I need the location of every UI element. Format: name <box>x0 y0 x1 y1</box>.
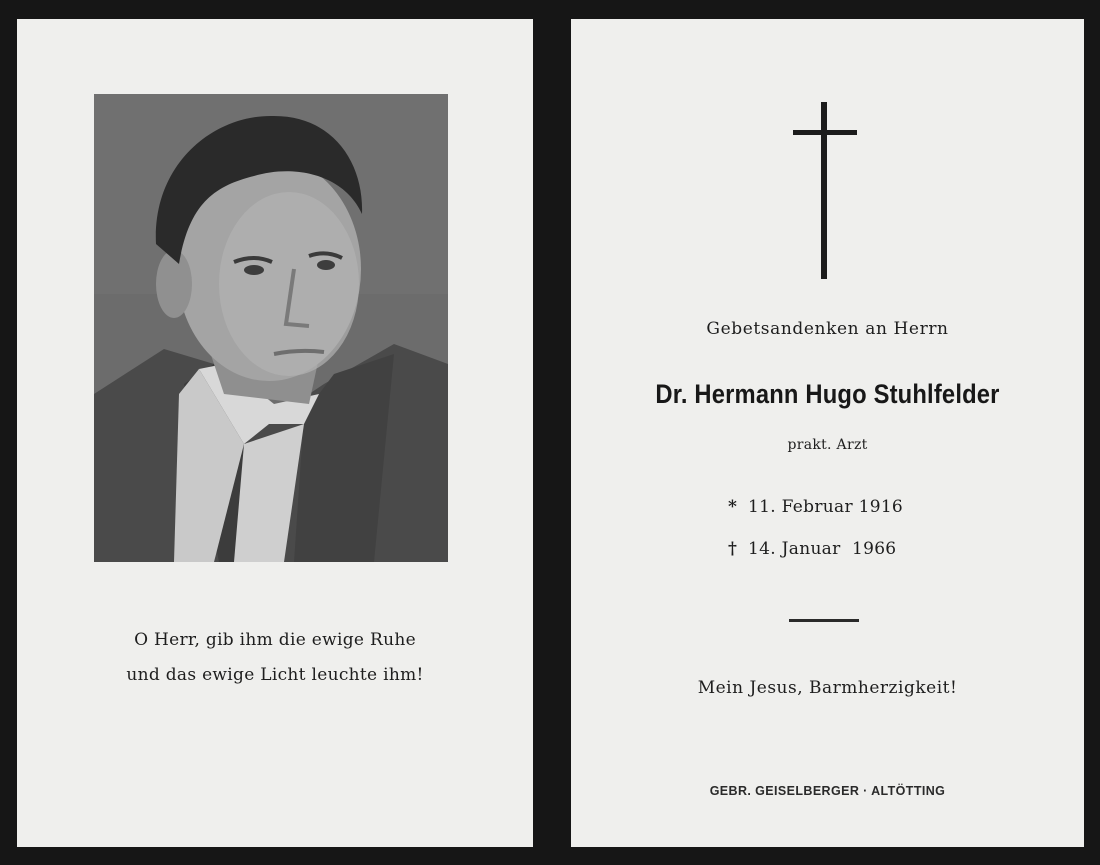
birth-date-line <box>728 497 903 517</box>
cross-vertical-bar <box>821 102 827 279</box>
portrait-photo <box>94 94 448 562</box>
intro-text: Gebetsandenken an Herrn <box>706 319 949 339</box>
death-date: 14. Januar 1966 <box>748 539 897 559</box>
verse-line-1: O Herr, gib ihm die ewige Ruhe <box>134 630 416 650</box>
deceased-name: Dr. Hermann Hugo Stuhlfelder <box>655 379 1000 409</box>
birth-symbol: * <box>728 497 738 517</box>
verse-line-2: und das ewige Licht leuchte ihm! <box>126 665 424 685</box>
divider <box>789 619 859 622</box>
cross-horizontal-bar <box>793 130 857 135</box>
printer-imprint: GEBR. GEISELBERGER · ALTÖTTING <box>709 784 946 798</box>
left-card <box>17 19 533 847</box>
right-card <box>571 19 1084 847</box>
death-cross-icon: † <box>728 539 738 559</box>
prayer-text: Mein Jesus, Barmherzigkeit! <box>697 678 958 698</box>
death-date-line <box>728 539 896 559</box>
portrait-photo-icon <box>94 94 448 562</box>
birth-date: 11. Februar 1916 <box>748 497 904 517</box>
profession: prakt. Arzt <box>787 437 868 453</box>
